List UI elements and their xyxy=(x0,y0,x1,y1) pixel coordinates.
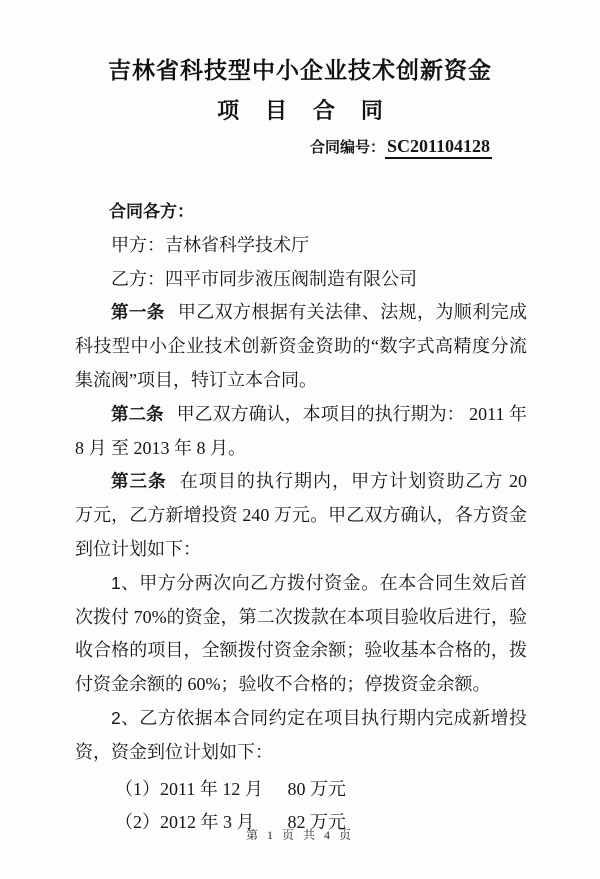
party-b-line: 乙方：四平市同步液压阀制造有限公司 xyxy=(111,268,417,289)
installment-1-amount: 80 万元 xyxy=(287,778,346,799)
clause-item-1 xyxy=(75,567,527,702)
clause-2-text: 甲乙双方确认，本项目的执行期为： 2011 年 8 月 至 2013 年 8 月。 xyxy=(75,403,527,458)
contract-number-line xyxy=(0,126,600,160)
clause-2 xyxy=(75,398,527,466)
contract-body xyxy=(75,195,527,840)
party-a-line: 甲方：吉林省科学技术厅 xyxy=(111,234,309,255)
clause-1 xyxy=(75,296,527,397)
installment-2-amount: 82 万元 xyxy=(287,812,346,833)
clause-item-2-term: 2、 xyxy=(111,707,140,728)
contract-number-value: SC201104128 xyxy=(385,136,492,159)
clause-item-2 xyxy=(75,702,527,770)
clause-item-1-term: 1、 xyxy=(111,572,140,593)
clause-1-term: 第一条 xyxy=(111,302,165,323)
clause-3 xyxy=(75,465,527,566)
clause-2-term: 第二条 xyxy=(111,403,164,424)
document-title: 吉林省科技型中小企业技术创新资金 xyxy=(108,57,492,83)
document-subtitle: 项 目 合 同 xyxy=(217,98,393,123)
installment-row xyxy=(75,773,527,807)
parties-heading: 合同各方： xyxy=(109,202,194,221)
installment-2-label: （2）2012 年 3 月 xyxy=(115,812,255,833)
clause-item-2-text: 乙方依据本合同约定在项目执行期内完成新增投资，资金到位计划如下： xyxy=(75,707,528,762)
clause-3-term: 第三条 xyxy=(111,471,167,492)
page-number-footer: 第 1 页 共 4 页 xyxy=(245,828,354,842)
installment-1-label: （1）2011 年 12 月 xyxy=(115,778,263,799)
contract-number-label: 合同编号： xyxy=(309,139,385,156)
clause-1-text: 甲乙双方根据有关法律、法规，为顺利完成科技型中小企业技术创新资金资助的“数字式高精度分流集流阀”项目，特订立本合同。 xyxy=(75,302,528,390)
clause-item-1-text: 甲方分两次向乙方拨付资金。在本合同生效后首次拨付 70%的资金，第二次拨款在本项目验收后进行，验收合格的项目，全额拨付资金余额；验收基本合格的，拨付资金余额的 60%；验收不合格的；停拨资金余额。 xyxy=(75,572,528,695)
clause-3-text: 在项目的执行期内，甲方计划资助乙方 20 万元，乙方新增投资 240 万元。甲乙双方确认，各方资金到位计划如下： xyxy=(75,471,527,559)
